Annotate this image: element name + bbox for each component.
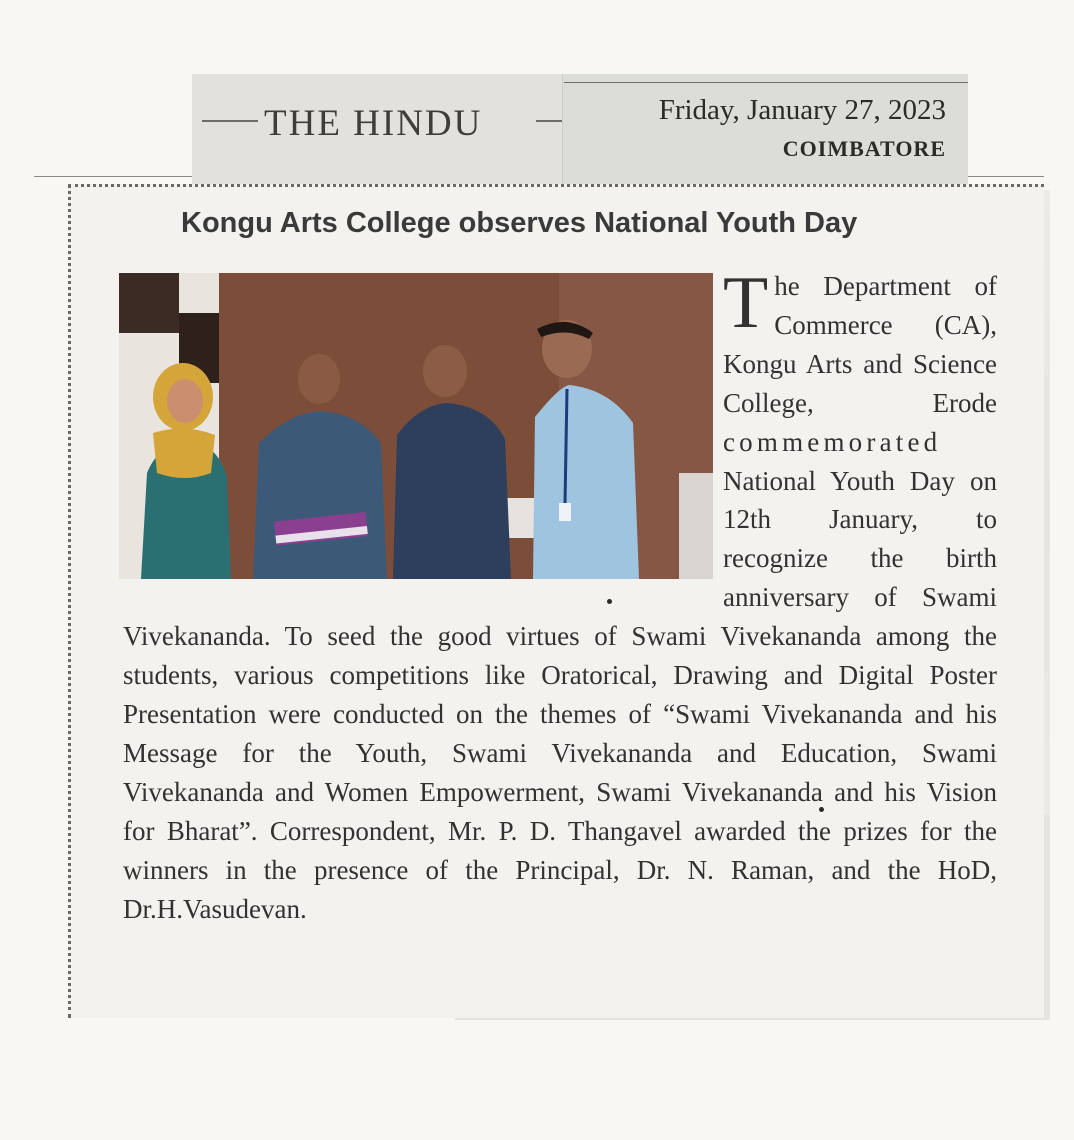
article-body [123,262,997,928]
edition-date: Friday, January 27, 2023 [658,94,946,126]
article-text-spaced-word: commemorated [723,426,942,457]
drop-cap: T [723,262,769,344]
article-text-main: National Youth Day on 12th January, to recognize the birth anniversary of Swami Vivekananda. To seed the good virtues of Swami Vivekananda among the students, various competitions like Oratorical, Drawing and Digital Poster Presentation were conducted on the themes of “Swami Vivekananda and his Message for the Youth, Swami Vivekananda and Education, Swami Vivekananda and Women Empowerment, Swami Vivekananda and his Vision for Bharat”. Correspondent, Mr. P. D. Thangavel awarded the prizes for the winners in the presence of the Principal, Dr. N. Raman, and the HoD, Dr.H.Vasudevan. [123,465,997,924]
newspaper-name: THE HINDU [264,103,483,144]
article-text-wrapped: he Department of Commerce (CA), Kongu Arts and Science College, Erode [723,271,997,418]
masthead-rule-right [536,120,562,122]
masthead [192,74,968,184]
masthead-name-panel [192,74,563,184]
masthead-rule-left [202,120,258,122]
news-clipping [68,184,1044,1018]
edition-city: COIMBATORE [782,136,946,161]
masthead-top-rule [564,82,968,83]
print-speck [607,599,612,604]
photo-text-wrap-spacer [123,267,723,579]
print-speck [819,807,824,812]
article-headline: Kongu Arts College observes National Youth Day [181,207,858,239]
